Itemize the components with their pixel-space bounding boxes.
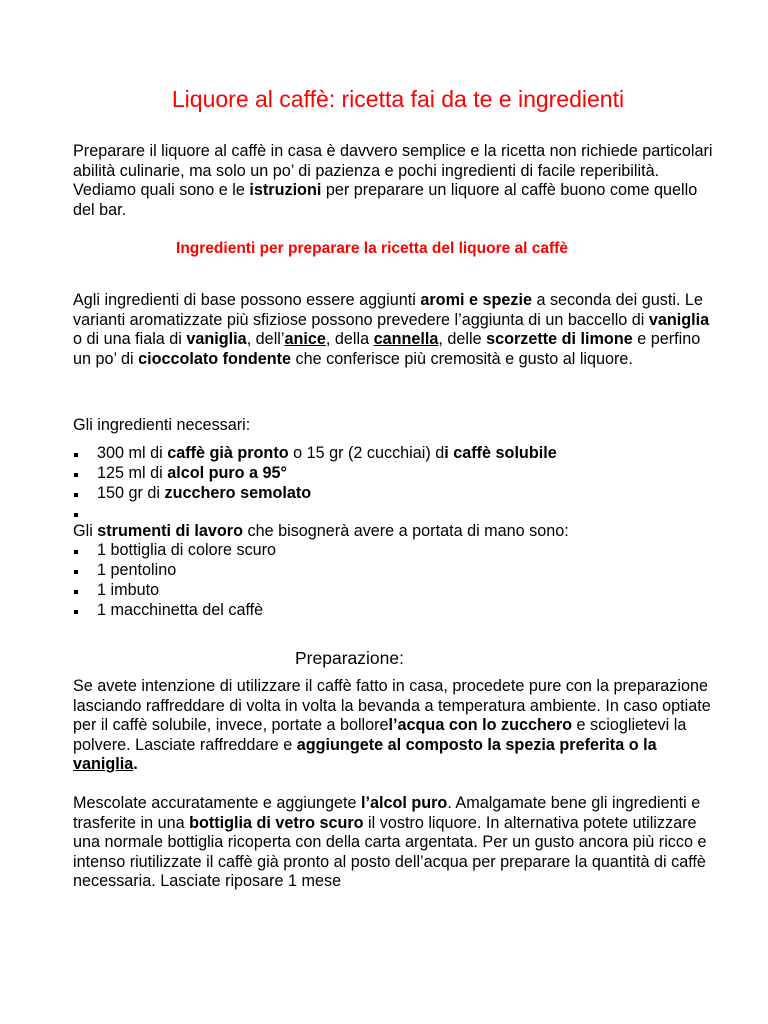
item-bold: zucchero semolato xyxy=(164,483,312,502)
list-item: 1 macchinetta del caffè xyxy=(73,601,713,621)
cannella-link[interactable]: cannella xyxy=(373,330,439,349)
variants-text-8: che conferisce più cremosità e gusto al liquore. xyxy=(291,349,633,368)
prep2-text-2: . Amalgamate bene gli ingredienti e trasferite in una xyxy=(73,794,701,832)
prep1-text-2: e scioglietevi la polvere. Lasciate raffreddare e xyxy=(73,716,687,754)
variants-text-5: , della xyxy=(325,330,374,349)
empty-list-item xyxy=(73,504,713,524)
intro-bold-istruzioni: istruzioni xyxy=(249,181,322,200)
prep1-bold-acqua: l’acqua con lo zucchero xyxy=(388,716,573,735)
list-item: 1 bottiglia di colore scuro xyxy=(73,541,713,561)
intro-text: Preparare il liquore al caffè in casa è davvero semplice e la ricetta non richiede particolari abilità culinarie, ma solo un po’ di pazienza e pochi ingredienti di facile reperibilità. Vediamo quali sono e le xyxy=(73,142,713,200)
preparation-title: Preparazione: xyxy=(295,648,404,668)
item-bold: alcol puro a 95° xyxy=(167,463,288,482)
list-item xyxy=(73,484,713,504)
tools-intro xyxy=(73,522,713,542)
variants-bold-vaniglia-2: vaniglia xyxy=(186,330,247,349)
anice-link[interactable]: anice xyxy=(284,330,326,349)
preparation-paragraph-1 xyxy=(73,677,713,775)
variants-bold-aromi: aromi e spezie xyxy=(420,291,532,309)
variants-text-4: , dell’ xyxy=(246,330,285,349)
variants-bold-scorzette: scorzette di limone xyxy=(486,330,633,349)
preparation-paragraph-2 xyxy=(73,794,713,892)
tools-text-end: che bisognerà avere a portata di mano sono: xyxy=(243,522,569,540)
prep1-text-1: Se avete intenzione di utilizzare il caffè fatto in casa, procedete pure con la preparazione lasciando raffreddare di volta in volta la bevanda a temperatura ambiente. In caso optiate per il caffè solubile, invece, portate a bollore xyxy=(73,677,711,735)
list-item: 1 imbuto xyxy=(73,581,713,601)
variants-bold-vaniglia-1: vaniglia xyxy=(648,310,710,329)
variants-paragraph xyxy=(73,291,713,369)
item-bold: caffè già pronto xyxy=(167,444,289,462)
list-item xyxy=(73,464,713,484)
intro-paragraph xyxy=(73,142,713,220)
prep2-text-1: Mescolate accuratamente e aggiungete xyxy=(73,794,361,812)
variants-text-6: , delle xyxy=(438,330,487,349)
item-text: 125 ml di xyxy=(97,463,168,482)
ingredients-heading: Ingredienti per preparare la ricetta del liquore al caffè xyxy=(176,240,568,257)
page-title: Liquore al caffè: ricetta fai da te e ingredienti xyxy=(171,86,625,112)
variants-text-7: e perfino un po’ di xyxy=(73,330,701,368)
variants-text-3: o di una fiala di xyxy=(73,330,187,349)
prep2-bold-bottiglia: bottiglia di vetro scuro xyxy=(189,813,364,832)
tools-bold: strumenti di lavoro xyxy=(97,522,243,540)
necessary-label: Gli ingredienti necessari: xyxy=(73,416,251,434)
variants-text-2: a seconda dei gusti. Le varianti aromatizzate più sfiziose possono prevedere l’aggiunta di un baccello di xyxy=(73,291,703,329)
list-item xyxy=(73,444,713,464)
item-text: 150 gr di xyxy=(97,483,165,502)
tools-text: Gli xyxy=(73,522,98,540)
variants-bold-cioccolato: cioccolato fondente xyxy=(138,349,292,368)
tools-list xyxy=(73,541,713,621)
prep1-bold-period: . xyxy=(133,755,138,774)
item-text: 300 ml di xyxy=(97,444,168,462)
list-item: 1 pentolino xyxy=(73,561,713,581)
prep2-text-3: il vostro liquore. In alternativa potete utilizzare una normale bottiglia ricoperta con della carta argentata. Per un gusto ancora più ricco e intenso riutilizzate il caffè già pronto al posto dell’acqua per preparare la quantità di caffè necessaria. Lasciate riposare 1 mese xyxy=(73,813,707,891)
item-text: o 15 gr (2 cucchiai) d xyxy=(288,444,445,462)
variants-text-1: Agli ingredienti di base possono essere aggiunti xyxy=(73,291,421,309)
intro-text-end: per preparare un liquore al caffè buono come quello del bar. xyxy=(73,181,698,219)
prep2-bold-alcol: l’alcol puro xyxy=(360,794,448,812)
item-bold: i caffè solubile xyxy=(444,444,557,462)
prep1-bold-composto: aggiungete al composto la spezia preferita o la xyxy=(296,735,657,754)
vaniglia-link[interactable]: vaniglia xyxy=(73,755,134,774)
ingredients-list xyxy=(73,444,713,524)
